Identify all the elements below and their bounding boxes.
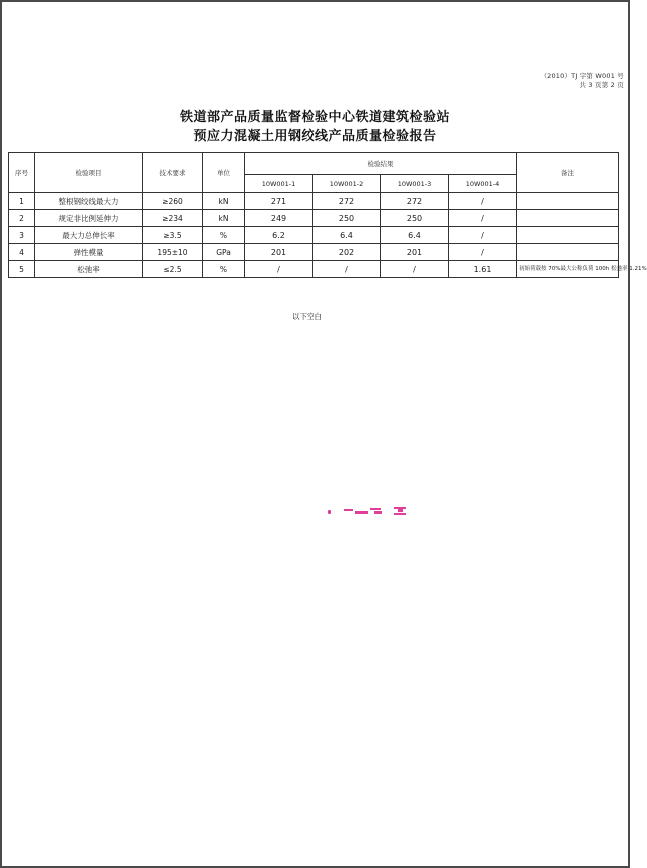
sample-header: 10W001-2 [313, 175, 381, 193]
sample-header: 10W001-3 [381, 175, 449, 193]
header-requirement: 技术要求 [143, 153, 203, 193]
row-seq: 1 [9, 193, 35, 210]
row-unit: kN [203, 210, 245, 227]
row-value: 202 [313, 244, 381, 261]
row-value: 250 [381, 210, 449, 227]
row-value: / [449, 193, 517, 210]
header-unit: 单位 [203, 153, 245, 193]
sample-header: 10W001-1 [245, 175, 313, 193]
row-value: 6.4 [313, 227, 381, 244]
row-value: / [381, 261, 449, 278]
page-info: 共 3 页第 2 页 [579, 81, 624, 89]
header-remarks: 备注 [517, 153, 619, 193]
row-value: 249 [245, 210, 313, 227]
row-value: 250 [313, 210, 381, 227]
row-value: 272 [313, 193, 381, 210]
row-remark: 初始荷载按 70%最大公称负荷 100h 松弛率 1.21% [517, 261, 619, 278]
row-item: 松弛率 [35, 261, 143, 278]
inspection-results-table [8, 152, 647, 278]
row-item: 规定非比例延伸力 [35, 210, 143, 227]
row-unit: GPa [203, 244, 245, 261]
document-number: （2010）TJ 字第 W001 号 [540, 72, 624, 80]
header-item: 检验项目 [35, 153, 143, 193]
row-value: 6.2 [245, 227, 313, 244]
report-title-product: 预应力混凝土用钢绞线产品质量检验报告 [193, 129, 437, 144]
row-value: 201 [245, 244, 313, 261]
row-value: / [449, 244, 517, 261]
row-value: 6.4 [381, 227, 449, 244]
row-value: / [449, 227, 517, 244]
row-item: 弹性模量 [35, 244, 143, 261]
row-item: 最大力总伸长率 [35, 227, 143, 244]
table-row [9, 244, 619, 261]
row-requirement: 195±10 [143, 244, 203, 261]
table-row [9, 193, 619, 210]
header-row [9, 153, 619, 175]
row-unit: kN [203, 193, 245, 210]
report-title-block [2, 108, 628, 146]
report-title-organization: 铁道部产品质量监督检验中心铁道建筑检验站 [179, 110, 450, 125]
table-row [9, 261, 619, 278]
row-remark [517, 244, 619, 261]
row-remark [517, 193, 619, 210]
document-number-block [540, 72, 624, 90]
row-requirement: ≤2.5 [143, 261, 203, 278]
table-row [9, 227, 619, 244]
row-value: / [313, 261, 381, 278]
row-seq: 4 [9, 244, 35, 261]
row-seq: 2 [9, 210, 35, 227]
row-remark [517, 227, 619, 244]
row-item: 整根钢绞线最大力 [35, 193, 143, 210]
header-results: 检验结果 [245, 153, 517, 175]
blank-below-note: 以下空白 [292, 312, 322, 321]
row-unit: % [203, 227, 245, 244]
row-seq: 5 [9, 261, 35, 278]
stamp-strokes [328, 507, 406, 515]
row-value: 271 [245, 193, 313, 210]
row-remark [517, 210, 619, 227]
faded-stamp-mark [328, 506, 413, 516]
table-row [9, 210, 619, 227]
row-seq: 3 [9, 227, 35, 244]
row-requirement: ≥260 [143, 193, 203, 210]
row-requirement: ≥3.5 [143, 227, 203, 244]
row-value: 1.61 [449, 261, 517, 278]
row-value: / [245, 261, 313, 278]
row-value: / [449, 210, 517, 227]
header-seq: 序号 [9, 153, 35, 193]
row-value: 201 [381, 244, 449, 261]
sample-header: 10W001-4 [449, 175, 517, 193]
row-value: 272 [381, 193, 449, 210]
row-unit: % [203, 261, 245, 278]
row-requirement: ≥234 [143, 210, 203, 227]
